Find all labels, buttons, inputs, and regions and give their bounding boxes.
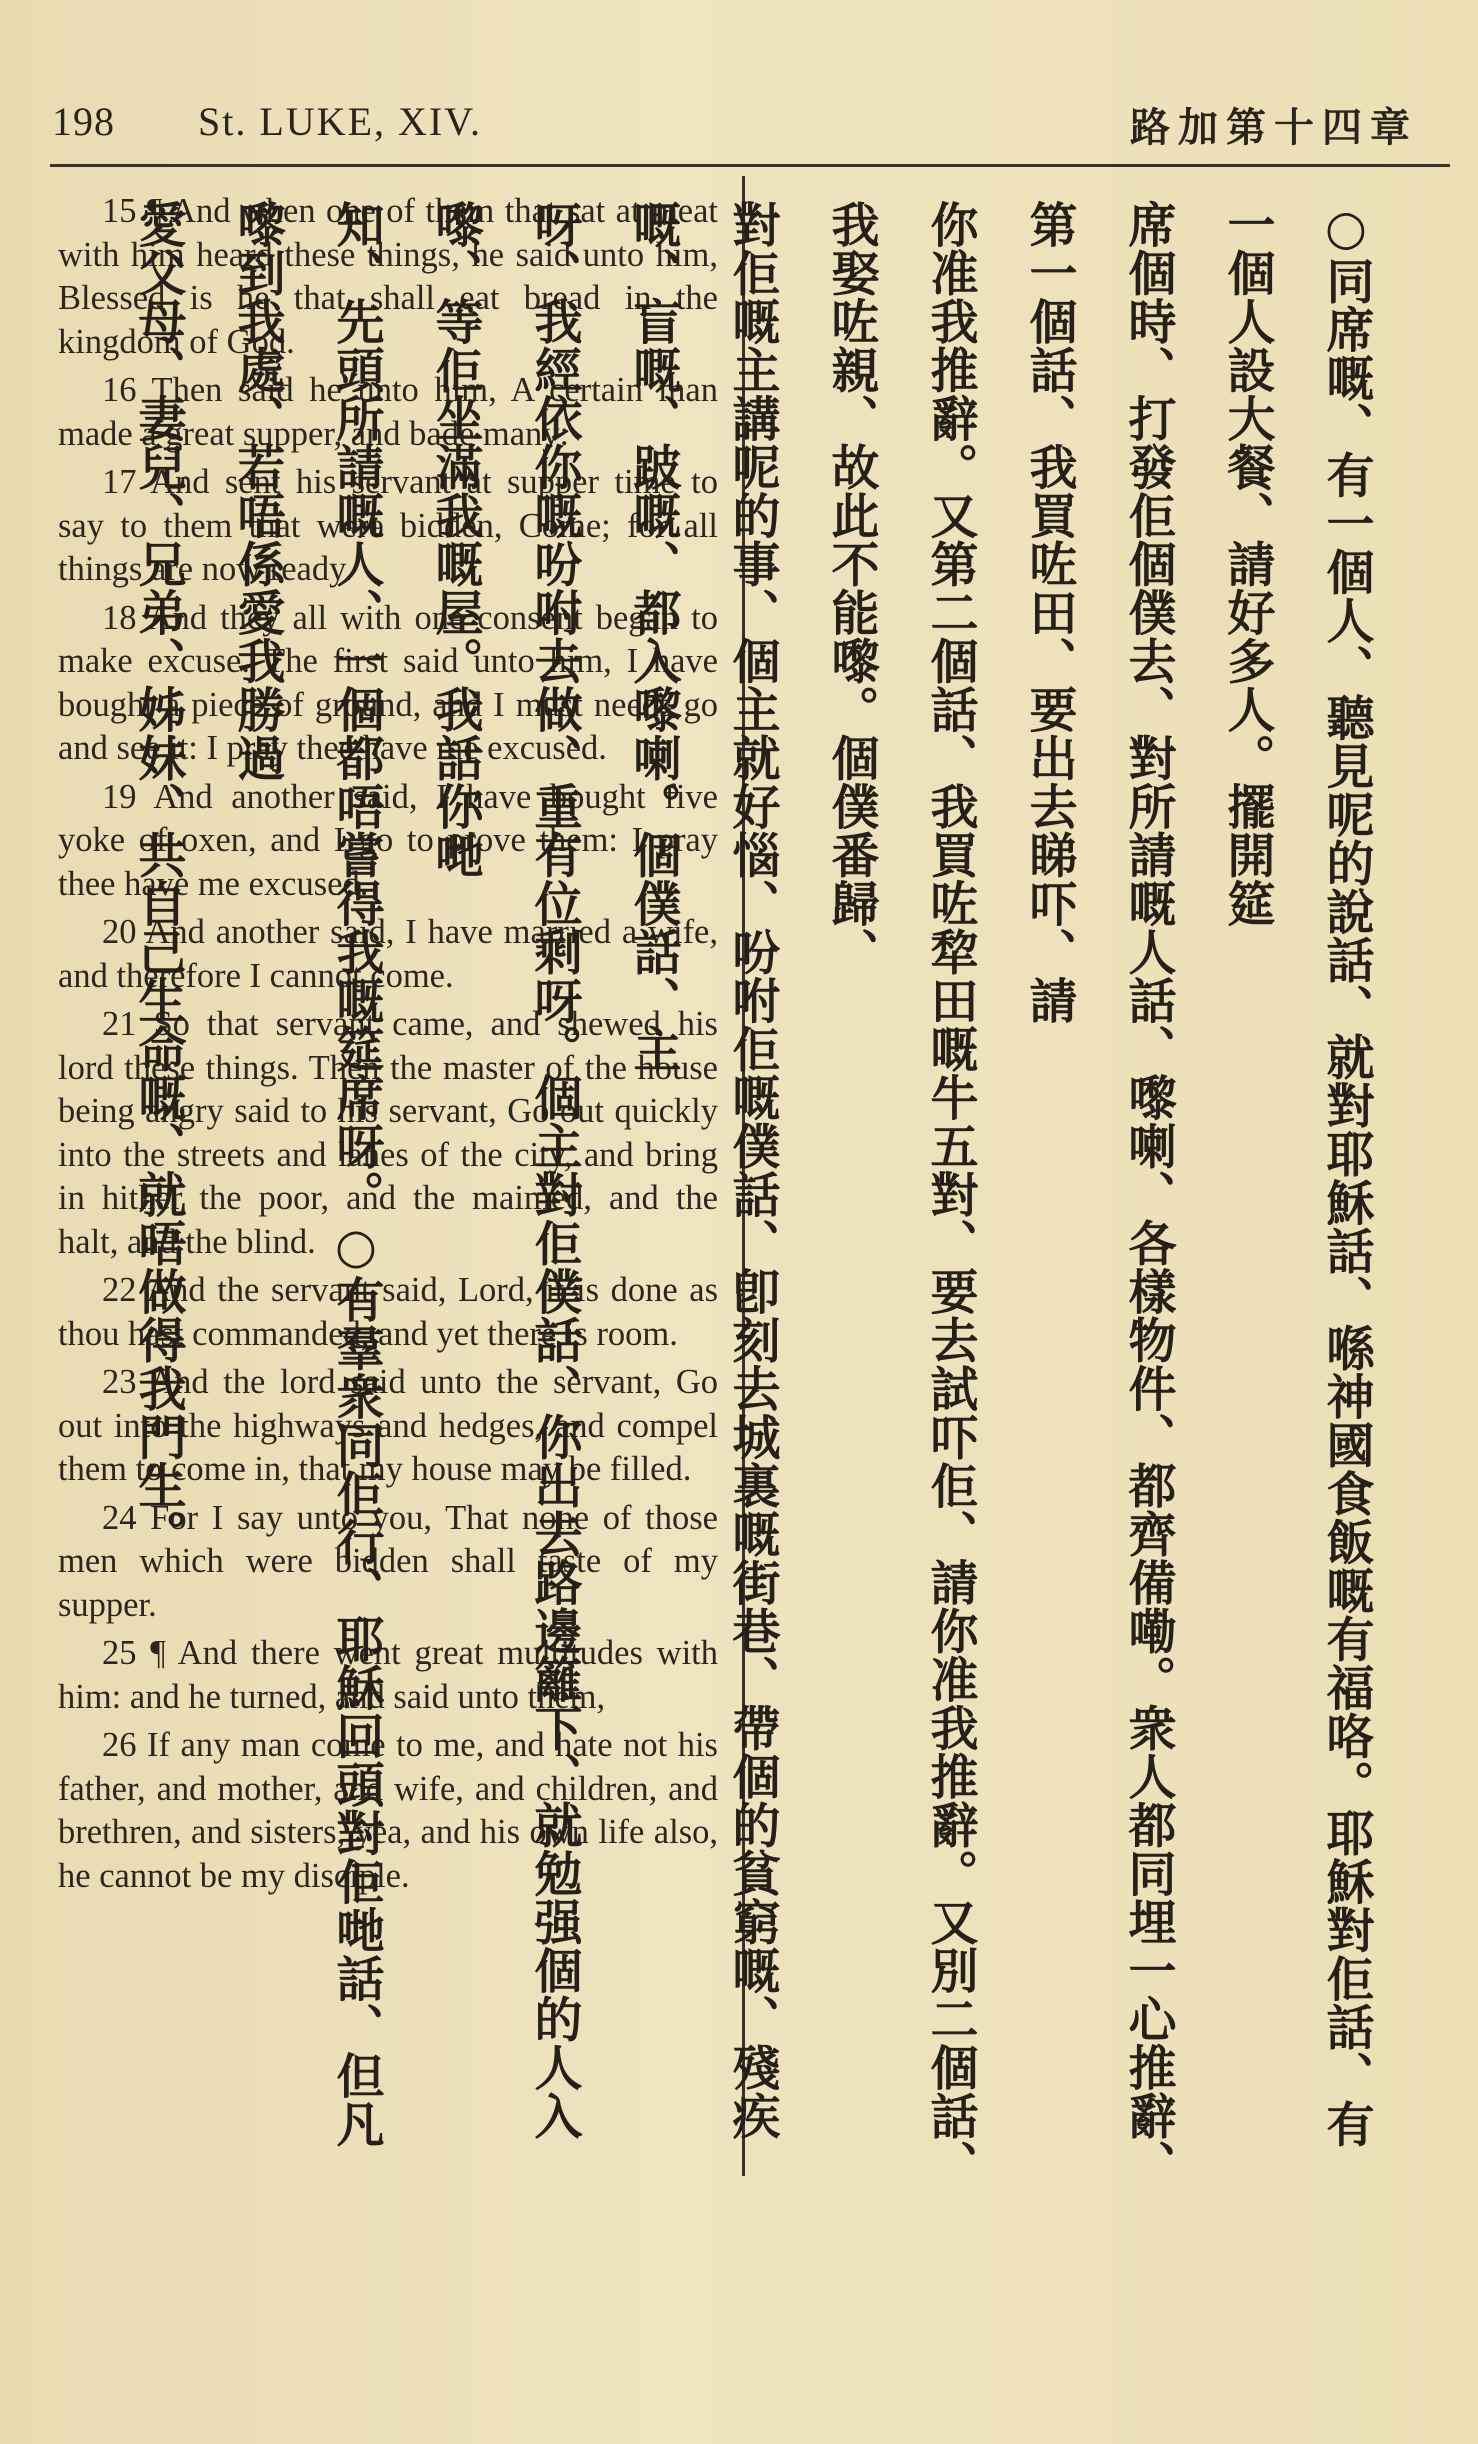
chinese-line: 呀、我經依你嘅吩咐去做、重有位剩呀。個主對佢僕話、你出去路邊籬下、就勉强個的人入嚟、等佢坐滿我嘅屋。我話你哋 [427, 200, 582, 2140]
verse-26: 26 If any man come to me, and hate not his father, and mother, and wife, and children, and brethren, and sisters, yea, and his own life also, he cannot be my disciple. [58, 1726, 718, 1895]
chinese-line: 對佢嘅主講呢的事、個主就好惱、吩咐佢嘅僕話、卽刻去城裏嘅街巷、帶個的貧窮嘅、殘疾嘅、盲嘅、跛嘅、都入嚟喇。個僕話、主 [625, 200, 780, 2140]
chinese-line: ○同席嘅、有一個人、聽見呢的說話、就對耶穌話、喺神國食飯嘅有福咯。耶穌對佢話、有一個人設大餐、請好多人。擺開筵 [1219, 200, 1374, 2148]
page-number: 198 [52, 99, 115, 144]
verse-17: 17 And sent his servant at supper time to say to them that were bidden, Come; for all things are now ready. [58, 463, 718, 588]
verse-20: 20 And another said, I have married a wife, and therefore I cannot come. [58, 913, 718, 995]
verse-25: 25 ¶ And there went great multitudes with him: and he turned, and said unto them, [58, 1634, 718, 1716]
verse-16: 16 Then said he unto him, A certain man made a great supper, and bade many: [58, 371, 718, 453]
chinese-line: 你准我推辭。又第二個話、我買咗犂田嘅牛五對、要去試吓佢、請你准我推辭。又別二個話、我娶咗親、故此不能嚟。個僕番歸、 [823, 200, 978, 2189]
english-running-title: St. LUKE, XIV. [198, 99, 482, 144]
verse-19: 19 And another said, I have bought five yoke of oxen, and I go to prove them: I pray thee have me excused. [58, 777, 718, 903]
running-header [0, 88, 1478, 168]
chinese-running-title: 路加第十四章 [1130, 105, 1418, 151]
verse-24: 24 For I say unto you, That none of those men which were bidden shall taste of my supper. [58, 1498, 718, 1624]
verse-18: 18 And they all with one consent began to make excuse. The first said unto him, I have bought a piece of ground, and I must needs go and see it: I pray thee have me excused. [58, 598, 718, 767]
chinese-line: 知、先頭所請嘅人、一個都唔嘗得我嘅筵席呀。○有羣衆同佢行、耶穌回頭對佢哋話、但凡嚟到我處、若唔係愛我勝過 [229, 200, 384, 2148]
chinese-line: 愛父母、妻兒、兄弟、姊妹、共自己生命嘅、就唔做得我門生。 [130, 200, 186, 1558]
verse-23: 23 And the lord said unto the servant, Go out into the highways and hedges, and compel them to come in, that my house may be filled. [58, 1363, 718, 1488]
verse-15: 15 ¶ And when one of them that sat at meat with him heard these things, he said unto him, Blessed is he that shall eat bread in the kingdom of God. [58, 192, 718, 361]
verse-22: 22 And the servant said, Lord, it is done as thou hast commanded, and yet there is room. [58, 1271, 718, 1353]
header-rule [50, 164, 1450, 167]
verse-21: 21 So that servant came, and shewed his lord these things. Then the master of the house being angry said to his servant, Go out quickly into the streets and lanes of the city, and bring in hither the poor, and the maimed, and the halt, and the blind. [58, 1005, 718, 1261]
chinese-line: 席個時、打發佢個僕去、對所請嘅人話、嚟喇、各樣物件、都齊備嘞。衆人都同埋一心推辭、第一個話、我買咗田、要出去睇吓、請 [1021, 200, 1176, 2189]
